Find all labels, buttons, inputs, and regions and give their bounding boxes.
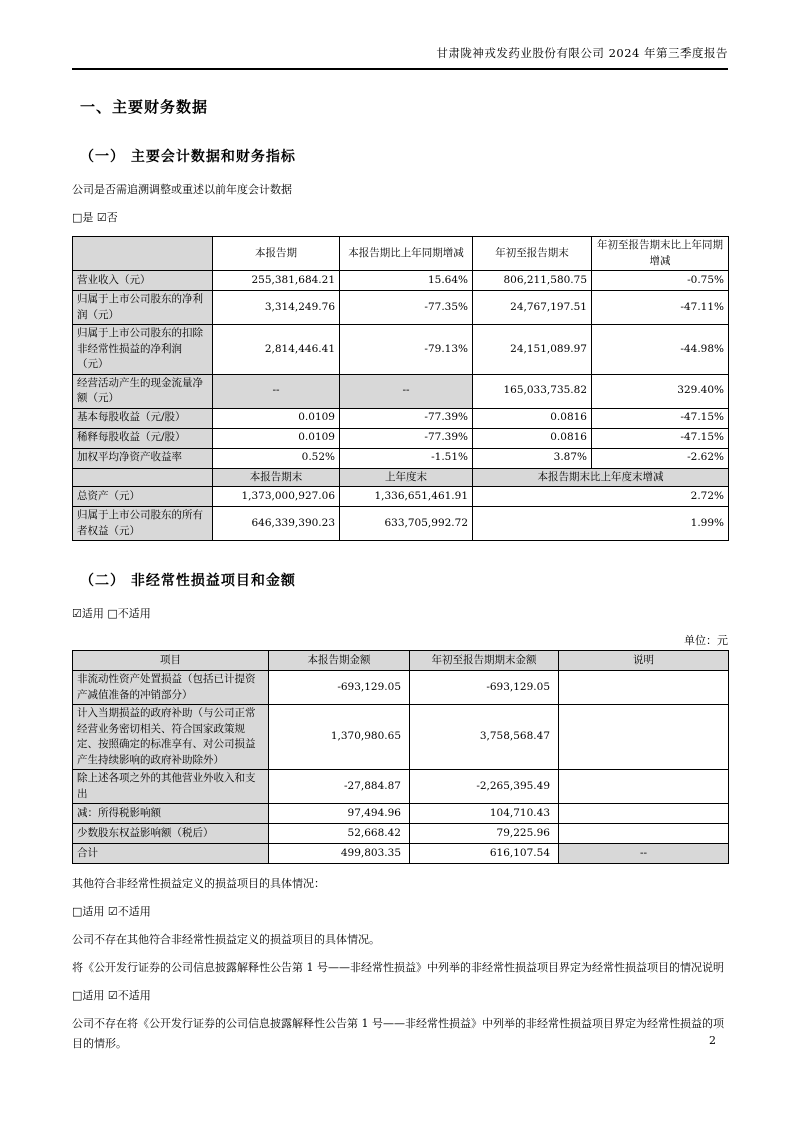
- value-cell: 806,211,580.75: [473, 271, 592, 291]
- value-cell: 2,814,446.41: [213, 325, 340, 375]
- value-cell: -77.39%: [340, 428, 473, 448]
- label-cell: 稀释每股收益（元/股）: [73, 428, 213, 448]
- label-cell: 计入当期损益的政府补助（与公司正常经营业务密切相关、符合国家政策规定、按照确定的标准享有、对公司损益产生持续影响的政府补助除外）: [73, 705, 269, 770]
- value-cell: 616,107.54: [410, 844, 559, 864]
- table-row: [73, 325, 729, 375]
- value-cell: 329.40%: [592, 374, 729, 408]
- value-cell: 255,381,684.21: [213, 271, 340, 291]
- value-cell: --: [213, 374, 340, 408]
- unit-label: 单位：元: [684, 634, 728, 647]
- note-cell: [559, 770, 729, 804]
- value-cell: 104,710.43: [410, 804, 559, 824]
- table-row: [73, 448, 729, 468]
- table-row: [73, 408, 729, 428]
- value-cell: 165,033,735.82: [473, 374, 592, 408]
- header-cell: 年初至报告期期末金额: [410, 651, 559, 671]
- section-heading-main: 一、主要财务数据: [80, 98, 209, 116]
- table-row: [73, 770, 729, 804]
- subsection-heading-1: （一） 主要会计数据和财务指标: [80, 149, 296, 165]
- label-cell: 营业收入（元）: [73, 271, 213, 291]
- value-cell: 646,339,390.23: [213, 507, 340, 541]
- value-cell: 52,668.42: [269, 824, 410, 844]
- header-cell: 年初至报告期末: [473, 237, 592, 271]
- header-cell: 本报告期金额: [269, 651, 410, 671]
- value-cell: 0.0109: [213, 428, 340, 448]
- table-row: [73, 271, 729, 291]
- value-cell: 499,803.35: [269, 844, 410, 864]
- define-question: 将《公开发行证券的公司信息披露解释性公告第 1 号——非经常性损益》中列举的非经常性损益项目界定为经常性损益项目的情况说明: [72, 961, 724, 974]
- value-cell: -47.11%: [592, 291, 729, 325]
- value-cell: 3,758,568.47: [410, 705, 559, 770]
- value-cell: -27,884.87: [269, 770, 410, 804]
- value-cell: -44.98%: [592, 325, 729, 375]
- value-cell: -79.13%: [340, 325, 473, 375]
- value-cell: 3,314,249.76: [213, 291, 340, 325]
- subsection-heading-2: （二） 非经常性损益项目和金额: [80, 573, 296, 589]
- header-cell: 上年度末: [340, 468, 473, 487]
- label-cell: 归属于上市公司股东的扣除非经常性损益的净利润（元）: [73, 325, 213, 375]
- value-cell: -2,265,395.49: [410, 770, 559, 804]
- header-cell: 说明: [559, 651, 729, 671]
- note-cell: --: [559, 844, 729, 864]
- note-cell: [559, 824, 729, 844]
- label-cell: 总资产（元）: [73, 487, 213, 507]
- value-cell: 2.72%: [473, 487, 729, 507]
- value-cell: -1.51%: [340, 448, 473, 468]
- header-cell: 本报告期末: [213, 468, 340, 487]
- value-cell: 0.0816: [473, 408, 592, 428]
- define-checkbox-options: □适用 ☑不适用: [72, 989, 151, 1002]
- label-cell: 归属于上市公司股东的所有者权益（元）: [73, 507, 213, 541]
- table-row: [73, 291, 729, 325]
- header-cell: [73, 468, 213, 487]
- value-cell: 0.0816: [473, 428, 592, 448]
- value-cell: -693,129.05: [269, 671, 410, 705]
- restate-checkbox-options: □是 ☑否: [72, 211, 118, 224]
- page-number: 2: [709, 1034, 716, 1047]
- header-rule: [72, 68, 728, 70]
- value-cell: -77.39%: [340, 408, 473, 428]
- value-cell: 0.0109: [213, 408, 340, 428]
- value-cell: -77.35%: [340, 291, 473, 325]
- table-row: [73, 428, 729, 448]
- note-cell: [559, 671, 729, 705]
- value-cell: 15.64%: [340, 271, 473, 291]
- table-row: [73, 507, 729, 541]
- other-items-question: 其他符合非经常性损益定义的损益项目的具体情况：: [72, 877, 325, 890]
- table-row: [73, 487, 729, 507]
- header-cell: 项目: [73, 651, 269, 671]
- define-answer: 公司不存在将《公开发行证券的公司信息披露解释性公告第 1 号——非经常性损益》中列举的非经常性损益项目界定为经常性损益的项目的情形。: [72, 1017, 724, 1050]
- value-cell: 24,151,089.97: [473, 325, 592, 375]
- value-cell: 1,373,000,927.06: [213, 487, 340, 507]
- table-subheader-row: [73, 468, 729, 487]
- header-cell: [73, 237, 213, 271]
- label-cell: 少数股东权益影响额（税后）: [73, 824, 269, 844]
- label-cell: 加权平均净资产收益率: [73, 448, 213, 468]
- header-cell: 本报告期: [213, 237, 340, 271]
- non-recurring-items-table: [72, 650, 729, 864]
- value-cell: 633,705,992.72: [340, 507, 473, 541]
- value-cell: -47.15%: [592, 428, 729, 448]
- table-row: [73, 374, 729, 408]
- value-cell: 97,494.96: [269, 804, 410, 824]
- note-cell: [559, 804, 729, 824]
- label-cell: 经营活动产生的现金流量净额（元）: [73, 374, 213, 408]
- label-cell: 非流动性资产处置损益（包括已计提资产减值准备的冲销部分）: [73, 671, 269, 705]
- label-cell: 除上述各项之外的其他营业外收入和支出: [73, 770, 269, 804]
- value-cell: 3.87%: [473, 448, 592, 468]
- table-row: [73, 671, 729, 705]
- header-cell: 本报告期末比上年度末增减: [473, 468, 729, 487]
- table-row: [73, 705, 729, 770]
- table-row: [73, 804, 729, 824]
- label-cell: 减：所得税影响额: [73, 804, 269, 824]
- header-cell: 年初至报告期末比上年同期增减: [592, 237, 729, 271]
- other-items-checkbox-options: □适用 ☑不适用: [72, 905, 151, 918]
- value-cell: -693,129.05: [410, 671, 559, 705]
- restate-question: 公司是否需追溯调整或重述以前年度会计数据: [72, 183, 292, 196]
- label-cell: 基本每股收益（元/股）: [73, 408, 213, 428]
- other-items-answer: 公司不存在其他符合非经常性损益定义的损益项目的具体情况。: [72, 933, 380, 946]
- report-header-title: 甘肃陇神戎发药业股份有限公司 2024 年第三季度报告: [436, 46, 728, 60]
- value-cell: 79,225.96: [410, 824, 559, 844]
- value-cell: 1,336,651,461.91: [340, 487, 473, 507]
- header-cell: 本报告期比上年同期增减: [340, 237, 473, 271]
- table-header-row: [73, 651, 729, 671]
- value-cell: 0.52%: [213, 448, 340, 468]
- applicable-checkbox-options: ☑适用 □不适用: [72, 607, 151, 620]
- label-cell: 合计: [73, 844, 269, 864]
- value-cell: -2.62%: [592, 448, 729, 468]
- value-cell: --: [340, 374, 473, 408]
- value-cell: 24,767,197.51: [473, 291, 592, 325]
- key-financials-table: [72, 236, 729, 541]
- value-cell: -0.75%: [592, 271, 729, 291]
- value-cell: -47.15%: [592, 408, 729, 428]
- value-cell: 1.99%: [473, 507, 729, 541]
- note-cell: [559, 705, 729, 770]
- value-cell: 1,370,980.65: [269, 705, 410, 770]
- table-row: [73, 824, 729, 844]
- table-total-row: [73, 844, 729, 864]
- label-cell: 归属于上市公司股东的净利润（元）: [73, 291, 213, 325]
- table-header-row: [73, 237, 729, 271]
